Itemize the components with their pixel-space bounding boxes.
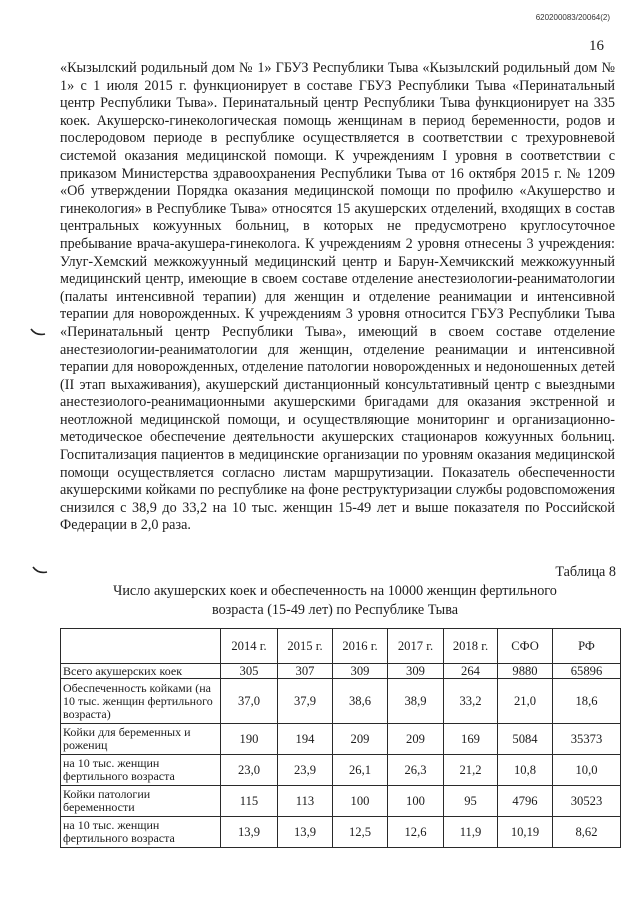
table-cell: 9880: [498, 664, 553, 679]
column-header: СФО: [498, 629, 553, 664]
table-cell: 209: [388, 724, 444, 755]
table-cell: 100: [333, 786, 388, 817]
table-row: [61, 679, 621, 724]
table-cell: 35373: [553, 724, 621, 755]
table-cell: 8,62: [553, 817, 621, 848]
row-label: на 10 тыс. женщин фертильного возраста: [61, 755, 221, 786]
column-header: 2016 г.: [333, 629, 388, 664]
table-cell: 169: [444, 724, 498, 755]
table-title: Число акушерских коек и обеспеченность на 10000 женщин фертильного возраста (15-49 лет) по Республике Тыва: [113, 583, 557, 618]
table-cell: 23,9: [278, 755, 333, 786]
document-id: 620200083/20064(2): [535, 13, 610, 22]
table-cell: 38,9: [388, 679, 444, 724]
table-cell: 100: [388, 786, 444, 817]
margin-mark-icon: [32, 564, 48, 576]
row-label: Койки для беременных и рожениц: [61, 724, 221, 755]
body-paragraph: «Кызылский родильный дом № 1» ГБУЗ Республики Тыва «Кызылский родильный дом № 1» с 1 июля 2015 г. функционирует в составе ГБУЗ Республики Тыва «Перинатальный центр Республики Тыва». Перинатальный центр Республики Тыва функционирует на 335 коек. Акушерско-гинекологическая помощь женщинам в период беременности, родов и послеродовом периоде в республике осуществляется в соответствии с трехуровневой системой оказания медицинской помощи. К учреждениям I уровня в соответствии с приказом Министерства здравоохранения Республики Тыва от 16 октября 2015 г. № 1209 «Об утверждении Порядка оказания медицинской помощи по профилю «Акушерство и гинекология» в Республике Тыва» относятся 15 акушерских отделений, входящих в состав центральных кожуунных больниц, в которых не предусмотрено круглосуточное пребывание врача-акушера-гинеколога. К учреждениям 2 уровня отнесены 3 учреждения: Улуг-Хемский межкожуунный медицинский центр и Барун-Хемчикский межкожуунный медицинский центр, имеющие в своем составе отделение анестезиологии-реаниматологии (палаты интенсивной терапии) для женщин и отделение реанимации и интенсивной терапии для новорожденных. К учреждениям 3 уровня относится ГБУЗ Республики Тыва «Перинатальный центр Республики Тыва», имеющий в своем составе отделение анестезиологии-реаниматологии для женщин, отделение реанимации и интенсивной терапии для новорожденных, отделение патологии новорожденных и недоношенных детей (II этап выхаживания), акушерский дистанционный консультативный центр с выездными анестезиолого-реанимационными акушерскими бригадами для оказания экстренной и неотложной медицинской помощи, и осуществляющие мониторинг и организационно-методическое обеспечение деятельности акушерских стационаров кожуунных больниц. Госпитализация пациентов в медицинские организации по уровням оказания медицинской помощи осуществляется согласно листам маршрутизации. Показатель обеспеченности акушерскими койками по республике на фоне реструктуризации службы родовспоможения снизился с 38,9 до 33,2 на 10 тыс. женщин 15-49 лет и выше показателя по Российской Федерации в 2,0 раза.: [60, 60, 615, 534]
row-label: Обеспеченность койками (на 10 тыс. женщин фертильного возраста): [61, 679, 221, 724]
table-cell: 4796: [498, 786, 553, 817]
table-cell: 12,6: [388, 817, 444, 848]
data-table: [60, 628, 621, 848]
table-cell: 264: [444, 664, 498, 679]
table-row: [61, 817, 621, 848]
table-row: [61, 664, 621, 679]
table-cell: 37,0: [221, 679, 278, 724]
table-cell: 21,2: [444, 755, 498, 786]
column-header: [61, 629, 221, 664]
table-cell: 10,0: [553, 755, 621, 786]
table-cell: 38,6: [333, 679, 388, 724]
column-header: 2015 г.: [278, 629, 333, 664]
table-label: Таблица 8: [555, 564, 616, 580]
table-cell: 26,1: [333, 755, 388, 786]
page-number: 16: [589, 38, 604, 54]
table-cell: 33,2: [444, 679, 498, 724]
table-cell: 95: [444, 786, 498, 817]
table-cell: 5084: [498, 724, 553, 755]
table-row: [61, 786, 621, 817]
table-cell: 309: [333, 664, 388, 679]
column-header: 2018 г.: [444, 629, 498, 664]
table-cell: 115: [221, 786, 278, 817]
table-cell: 10,8: [498, 755, 553, 786]
table-cell: 11,9: [444, 817, 498, 848]
table-row: [61, 724, 621, 755]
row-label: Всего акушерских коек: [61, 664, 221, 679]
table-cell: 37,9: [278, 679, 333, 724]
table-cell: 30523: [553, 786, 621, 817]
table-cell: 10,19: [498, 817, 553, 848]
row-label: Койки патологии беременности: [61, 786, 221, 817]
table-cell: 23,0: [221, 755, 278, 786]
margin-mark-icon: [30, 326, 46, 338]
row-label: на 10 тыс. женщин фертильного возраста: [61, 817, 221, 848]
table-cell: 190: [221, 724, 278, 755]
column-header: 2017 г.: [388, 629, 444, 664]
table-cell: 13,9: [278, 817, 333, 848]
table-cell: 18,6: [553, 679, 621, 724]
table-cell: 21,0: [498, 679, 553, 724]
table-header-row: [61, 629, 621, 664]
table-row: [61, 755, 621, 786]
table-cell: 305: [221, 664, 278, 679]
table-cell: 26,3: [388, 755, 444, 786]
column-header: 2014 г.: [221, 629, 278, 664]
table-cell: 307: [278, 664, 333, 679]
table-cell: 309: [388, 664, 444, 679]
table-cell: 209: [333, 724, 388, 755]
table-cell: 13,9: [221, 817, 278, 848]
table-cell: 65896: [553, 664, 621, 679]
table-cell: 194: [278, 724, 333, 755]
table-cell: 113: [278, 786, 333, 817]
table-cell: 12,5: [333, 817, 388, 848]
column-header: РФ: [553, 629, 621, 664]
